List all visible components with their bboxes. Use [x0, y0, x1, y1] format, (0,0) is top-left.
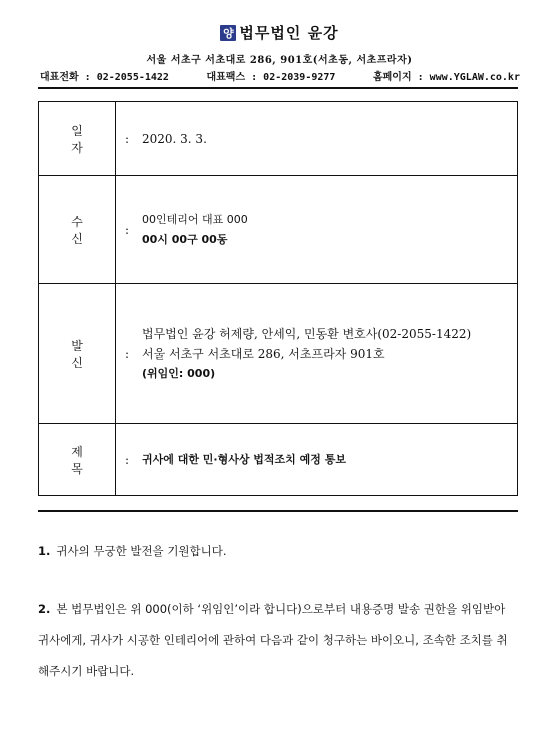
firm-phone: 대표전화 : 02-2055-1422	[40, 72, 169, 83]
sender-value	[138, 284, 518, 424]
sender-lawyers: 법무법인 윤강 허제량, 안세익, 민동환 변호사(02-2055-1422)	[142, 326, 472, 341]
letterhead-logo	[0, 22, 559, 43]
meta-row-subject	[39, 424, 518, 496]
meta-row-date	[39, 102, 518, 176]
firm-logo-icon: 양	[220, 25, 236, 41]
firm-homepage: 홈페이지 : www.YGLAW.co.kr	[372, 72, 520, 83]
date-label: 일자	[39, 102, 116, 176]
recipient-label: 수신	[39, 176, 116, 284]
body-divider	[38, 510, 518, 512]
sender-label: 발신	[39, 284, 116, 424]
header-divider	[38, 87, 518, 89]
sender-colon: :	[116, 284, 139, 424]
firm-name: 법무법인 윤강	[239, 24, 339, 42]
paragraph-1-number: 1.	[38, 544, 51, 558]
letter-meta-table	[38, 101, 518, 496]
subject-value: 귀사에 대한 민·형사상 법적조치 예정 통보	[138, 424, 518, 496]
date-colon: :	[116, 102, 139, 176]
paragraph-2	[38, 594, 518, 687]
recipient-value	[138, 176, 518, 284]
meta-row-sender	[39, 284, 518, 424]
recipient-colon: :	[116, 176, 139, 284]
firm-fax: 대표팩스 : 02-2039-9277	[206, 72, 336, 83]
paragraph-2-number: 2.	[38, 602, 51, 616]
paragraph-1	[38, 536, 518, 567]
paragraph-1-text: 귀사의 무궁한 발전을 기원합니다.	[56, 544, 227, 558]
firm-address: 서울 서초구 서초대로 286, 901호(서초동, 서초프라자)	[146, 55, 413, 66]
sender-client: (위임인: 000)	[142, 366, 216, 380]
firm-contact	[40, 68, 520, 83]
sender-address: 서울 서초구 서초대로 286, 서초프라자 901호	[142, 346, 385, 361]
subject-colon: :	[116, 424, 139, 496]
recipient-name: 00인테리어 대표 000	[142, 212, 248, 226]
date-value: 2020. 3. 3.	[138, 102, 518, 176]
meta-row-recipient	[39, 176, 518, 284]
recipient-address: 00시 00구 00동	[142, 232, 228, 246]
subject-label: 제목	[39, 424, 116, 496]
paragraph-2-text: 본 법무법인은 위 000(이하 ‘위임인’이라 합니다)으로부터 내용증명 발송 권한을 위임받아 귀사에게, 귀사가 시공한 인테리어에 관하여 다음과 같이 청구하는 바이오니, 조속한 조치를 취해주시기 바랍니다.	[38, 602, 508, 678]
